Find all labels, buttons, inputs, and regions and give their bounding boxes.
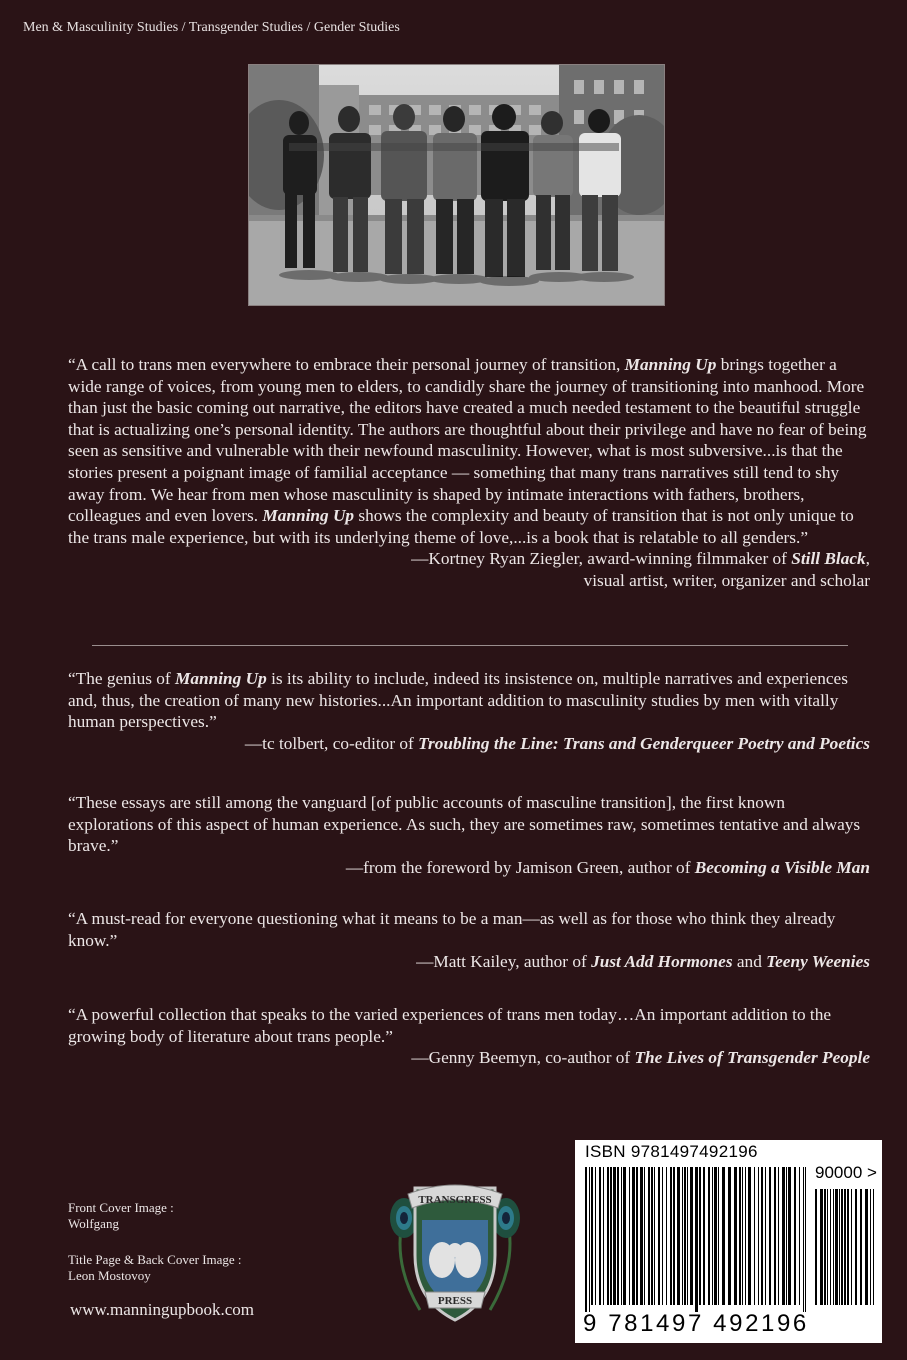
website-url: www.manningupbook.com (70, 1300, 254, 1319)
quote-tolbert-attribution: —tc tolbert, co-editor of Troubling the Line: Trans and Genderqueer Poetry and Poetics (244, 733, 870, 753)
quote-tolbert-text: “The genius of Manning Up is its ability to include, indeed its insistence on, multiple narratives and experiences and, thus, the creation of many new histories...An important addition to masculinity studies by men with vitally human perspectives.” (68, 669, 848, 732)
quote-kailey-attribution: —Matt Kailey, author of Just Add Hormones and Teeny Weenies (416, 952, 870, 972)
barcode-bars-icon (585, 1167, 875, 1312)
back-cover-credit (68, 1252, 242, 1284)
cover-photo (248, 64, 665, 306)
quote-ziegler-attribution-2: visual artist, writer, organizer and scholar (583, 570, 870, 590)
back-cover-name: Leon Mostovoy (68, 1268, 151, 1283)
transgress-press-logo (380, 1170, 530, 1335)
quote-green-text: “These essays are still among the vanguard [of public accounts of masculine transition], the first known explorations of this aspect of human experience. As such, they are sometimes raw, sometimes tentative and always brave.” (68, 793, 861, 856)
quote-ziegler (68, 354, 870, 592)
isbn-barcode (575, 1140, 882, 1343)
front-cover-name: Wolfgang (68, 1216, 119, 1231)
quote-kailey-text: “A must-read for everyone questioning what it means to be a man—as well as for those who think they already know.” (68, 909, 836, 950)
quote-green-attribution: —from the foreword by Jamison Green, author of Becoming a Visible Man (345, 857, 870, 877)
front-cover-credit (68, 1200, 174, 1232)
quote-kailey (68, 908, 870, 973)
isbn-label: ISBN 9781497492196 (585, 1142, 758, 1161)
isbn-digits: 9 781497 492196 (583, 1310, 809, 1337)
quote-ziegler-text: “A call to trans men everywhere to embrace their personal journey of transition, Manning Up brings together a wide range of voices, from young men to elders, to candidly share the journey of transitioning into manhood. More than just the basic coming out narrative, the editors have created a much needed testament to the beautiful struggle that is actualizing one’s personal identity. The authors are thoughtful about their privilege and have no fear of being seen as sensitive and vulnerable with their newfound masculinity. However, what is most subversive...is that the stories present a poignant image of familial acceptance — something that many trans narratives still tend to shy away from. We hear from men whose masculinity is shaped by intimate interactions with fathers, brothers, colleagues and even lovers. Manning Up shows the complexity and beauty of transition that is not only unique to the trans male experience, but with its underlying theme of love,...is a book that is relatable to all genders.” (68, 355, 867, 547)
quote-ziegler-attribution: —Kortney Ryan Ziegler, award-winning filmmaker of Still Black, (411, 549, 870, 569)
front-cover-label: Front Cover Image : (68, 1200, 174, 1215)
quote-tolbert (68, 668, 870, 754)
price-code: 90000 > (815, 1163, 877, 1182)
categories-line: Men & Masculinity Studies / Transgender Studies / Gender Studies (23, 20, 400, 35)
group-photo-icon (249, 65, 664, 305)
quote-green (68, 792, 870, 878)
section-divider (92, 645, 848, 646)
shield-crest-icon (380, 1170, 530, 1330)
svg-text:PRESS: PRESS (437, 1295, 473, 1307)
svg-text:TRANSGRESS: TRANSGRESS (418, 1194, 492, 1206)
quote-beemyn-text: “A powerful collection that speaks to the varied experiences of trans men today…An important addition to the growing body of literature about trans people.” (68, 1005, 832, 1046)
quote-beemyn-attribution: —Genny Beemyn, co-author of The Lives of Transgender People (411, 1048, 870, 1068)
quote-beemyn (68, 1004, 870, 1069)
back-cover-label: Title Page & Back Cover Image : (68, 1252, 242, 1267)
